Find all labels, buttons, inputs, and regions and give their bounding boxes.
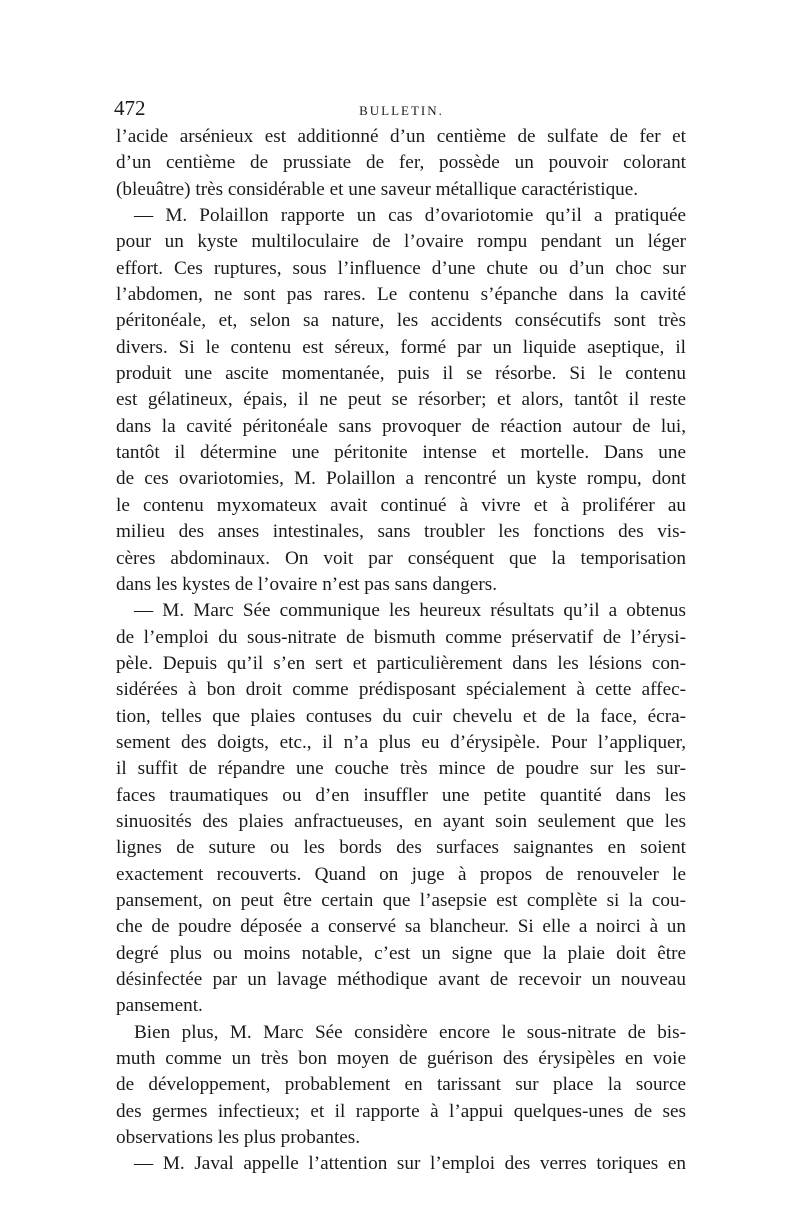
text-line: pansement, on peut être certain que l’asepsie est complète si la cou- [116, 889, 686, 911]
text-line: de développement, probablement en tarissant sur place la source [116, 1074, 686, 1096]
text-line: milieu des anses intestinales, sans troubler les fonctions des vis- [116, 521, 686, 543]
text-line: Bien plus, M. Marc Sée considère encore le sous-nitrate de bis- [134, 1021, 686, 1043]
text-line: observations les plus probantes. [116, 1127, 361, 1149]
text-line: — M. Marc Sée communique les heureux résultats qu’il a obtenus [134, 600, 686, 622]
text-line: exactement recouverts. Quand on juge à propos de renouveler le [116, 863, 686, 885]
text-line: — M. Polaillon rapporte un cas d’ovariotomie qu’il a pratiquée [134, 205, 686, 227]
text-line: l’acide arsénieux est additionné d’un centième de sulfate de fer et [116, 126, 686, 147]
text-line: dans les kystes de l’ovaire n’est pas sans dangers. [116, 573, 497, 595]
text-line: effort. Ces ruptures, sous l’influence d’une chute ou d’un choc sur [116, 257, 686, 279]
text-line: tantôt il détermine une péritonite intense et mortelle. Dans une [116, 442, 686, 464]
text-line: dans la cavité péritonéale sans provoquer de réaction autour de lui, [116, 415, 686, 437]
text-line: de l’emploi du sous-nitrate de bismuth comme préservatif de l’érysi- [116, 626, 686, 648]
text-line: sidérées à bon droit comme prédisposant spécialement à cette affec- [116, 679, 686, 701]
text-line: faces traumatiques ou d’en insuffler une petite quantité dans les [116, 784, 686, 806]
text-line: lignes de suture ou les bords des surfaces saignantes en soient [116, 837, 686, 859]
text-line: est gélatineux, épais, il ne peut se résorber; et alors, tantôt il reste [116, 389, 686, 411]
text-line: tion, telles que plaies contuses du cuir chevelu et de la face, écra- [116, 705, 686, 727]
text-line: sement des doigts, etc., il n’a plus eu d’érysipèle. Pour l’appliquer, [116, 731, 686, 753]
text-line: péritonéale, et, selon sa nature, les accidents consécutifs sont très [116, 310, 686, 332]
text-line: pansement. [116, 995, 203, 1017]
text-line: l’abdomen, ne sont pas rares. Le contenu s’épanche dans la cavité [116, 284, 686, 306]
text-line: d’un centième de prussiate de fer, possède un pouvoir colorant [116, 152, 686, 174]
text-line: degré plus ou moins notable, c’est un signe que la plaie doit être [116, 942, 686, 964]
text-line: muth comme un très bon moyen de guérison des érysipèles en voie [116, 1048, 686, 1070]
page-header [114, 96, 689, 124]
body-text [116, 124, 686, 1178]
text-line: le contenu myxomateux avait continué à vivre et à proliférer au [116, 494, 686, 516]
text-line: (bleuâtre) très considérable et une saveur métallique caractéristique. [116, 178, 639, 200]
text-line: désinfectée par un lavage méthodique avant de recevoir un nouveau [116, 969, 686, 990]
text-line: des germes infectieux; et il rapporte à l’appui quelques-unes de ses [116, 1100, 686, 1122]
running-head: BULLETIN. [359, 103, 444, 118]
text-line: pour un kyste multiloculaire de l’ovaire rompu pendant un léger [116, 231, 686, 253]
text-line: che de poudre déposée a conservé sa blancheur. Si elle a noirci à un [116, 916, 686, 938]
text-line: produit une ascite momentanée, puis il se résorbe. Si le contenu [116, 363, 686, 385]
text-line: — M. Javal appelle l’attention sur l’emploi des verres toriques en [134, 1153, 686, 1175]
text-line: divers. Si le contenu est séreux, formé par un liquide aseptique, il [116, 336, 686, 358]
text-line: sinuosités des plaies anfractueuses, en ayant soin seulement que les [116, 810, 686, 832]
text-line: il suffit de répandre une couche très mince de poudre sur les sur- [116, 758, 686, 780]
text-line: de ces ovariotomies, M. Polaillon a rencontré un kyste rompu, dont [116, 468, 686, 490]
text-line: pèle. Depuis qu’il s’en sert et particulièrement dans les lésions con- [116, 652, 686, 674]
text-line: cères abdominaux. On voit par conséquent que la temporisation [116, 547, 686, 569]
page-number: 472 [114, 96, 146, 120]
